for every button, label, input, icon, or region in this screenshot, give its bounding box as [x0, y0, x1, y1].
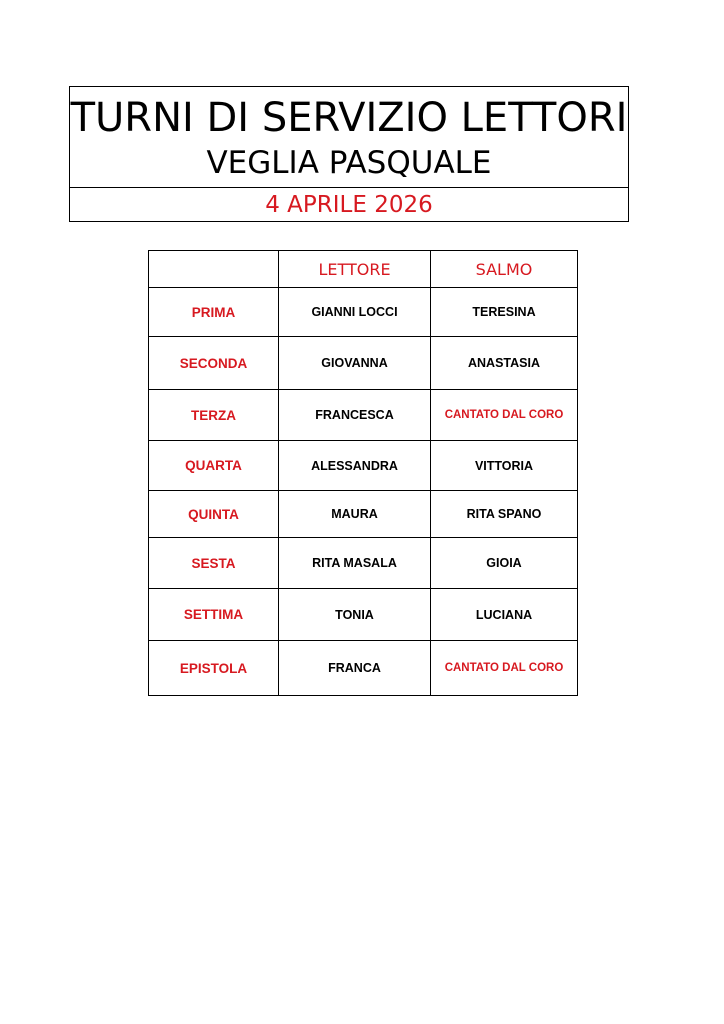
- page-title: TURNI DI SERVIZIO LETTORI: [70, 95, 628, 141]
- table-row: [149, 441, 578, 491]
- schedule-table: [148, 250, 578, 696]
- lettore-cell: FRANCESCA: [279, 390, 431, 441]
- salmo-cell: CANTATO DAL CORO: [431, 390, 578, 441]
- schedule-body: [149, 288, 578, 696]
- page-subtitle: VEGLIA PASQUALE: [206, 145, 492, 181]
- table-row: [149, 538, 578, 589]
- reading-cell: SECONDA: [149, 337, 279, 390]
- salmo-cell: TERESINA: [431, 288, 578, 337]
- reading-cell: QUARTA: [149, 441, 279, 491]
- salmo-cell: GIOIA: [431, 538, 578, 589]
- title-block: [70, 87, 628, 188]
- reading-cell: PRIMA: [149, 288, 279, 337]
- table-row: [149, 288, 578, 337]
- salmo-cell: ANASTASIA: [431, 337, 578, 390]
- lettore-cell: TONIA: [279, 589, 431, 641]
- header-cell-lettore: LETTORE: [279, 251, 431, 288]
- reading-cell: QUINTA: [149, 491, 279, 538]
- event-date: 4 APRILE 2026: [265, 192, 433, 218]
- reading-cell: TERZA: [149, 390, 279, 441]
- title-box: [69, 86, 629, 222]
- table-row: [149, 337, 578, 390]
- salmo-cell: RITA SPANO: [431, 491, 578, 538]
- reading-cell: SETTIMA: [149, 589, 279, 641]
- header-cell-empty: [149, 251, 279, 288]
- salmo-cell: LUCIANA: [431, 589, 578, 641]
- lettore-cell: ALESSANDRA: [279, 441, 431, 491]
- salmo-cell: CANTATO DAL CORO: [431, 641, 578, 696]
- lettore-cell: RITA MASALA: [279, 538, 431, 589]
- reading-cell: EPISTOLA: [149, 641, 279, 696]
- lettore-cell: MAURA: [279, 491, 431, 538]
- lettore-cell: GIANNI LOCCI: [279, 288, 431, 337]
- table-row: [149, 390, 578, 441]
- table-row: [149, 641, 578, 696]
- reading-cell: SESTA: [149, 538, 279, 589]
- header-cell-salmo: SALMO: [431, 251, 578, 288]
- lettore-cell: FRANCA: [279, 641, 431, 696]
- table-row: [149, 589, 578, 641]
- table-row: [149, 491, 578, 538]
- salmo-cell: VITTORIA: [431, 441, 578, 491]
- lettore-cell: GIOVANNA: [279, 337, 431, 390]
- table-header-row: [149, 251, 578, 288]
